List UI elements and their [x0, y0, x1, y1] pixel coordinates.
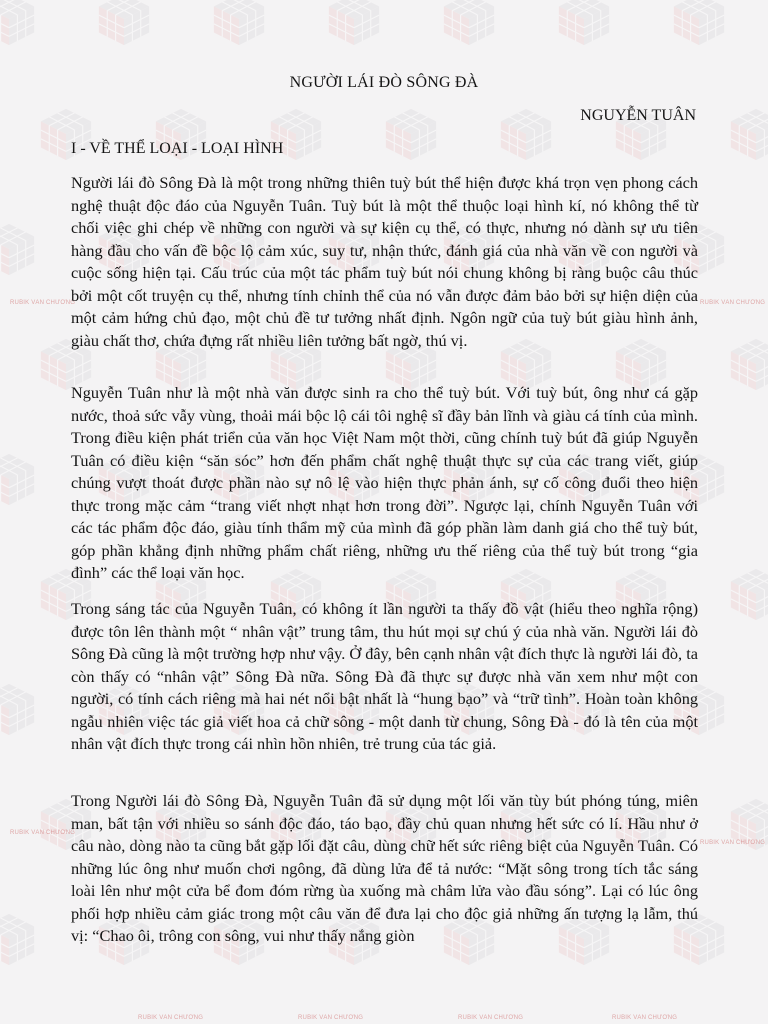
watermark-caption: RUBIK VĂN CHƯƠNG [700, 300, 766, 306]
watermark-caption: RUBIK VĂN CHƯƠNG [458, 1015, 524, 1021]
paragraph-4: Trong Người lái đò Sông Đà, Nguyễn Tuân đã sử dụng một lối văn tùy bút phóng túng, miên man, bất tận với nhiều so sánh độc đáo, táo bạo, đầy chủ quan nhưng hết sức có lí. Hầu như ở câu nào, dòng nào ta cũng bắt gặp lối đặt câu, dùng chữ hết sức riêng biệt của Nguyễn Tuân. Có những lúc ông như muốn chơi ngông, đã dùng lửa để tả nước: “Mặt sông trong tích tắc sáng loài lên như một cửa bể đom đóm rừng ùa xuống mà châm lửa vào đầu sóng”. Lại có lúc ông phối hợp nhiều cảm giác trong một câu văn để đưa lại cho độc giả những ấn tượng lạ lẫm, thú vị: “Chao ôi, trông con sông, vui như thấy nắng giòn [71, 791, 698, 945]
watermark-caption: RUBIK VĂN CHƯƠNG [612, 1015, 678, 1021]
paragraph-1: Người lái đò Sông Đà là một trong những thiên tuỳ bút thể hiện được khá trọn vẹn phong cách nghệ thuật độc đáo của Nguyễn Tuân. Tuỳ bút là một thể thuộc loại hình kí, nó không thể từ chối việc ghi chép về những con người và sự kiện cụ thể, có thực, nhưng nó dành sự ưu tiên hàng đầu cho vấn đề bộc lộ cảm xúc, suy tư, nhận thức, đánh giá của nhà văn về con người và cuộc sống hiện tại. Cấu trúc của một tác phẩm tuỳ bút nói chung không bị ràng buộc câu thúc bởi một cốt truyện cụ thể, nhưng tính chỉnh thể của nó vẫn được đảm bảo bởi sự hiện diện của một cảm hứng chủ đạo, một chủ đề tư tưởng nhất định. Ngôn ngữ của tuỳ bút giàu hình ảnh, giàu chất thơ, chứa đựng rất nhiều liên tưởng bất ngờ, thú vị. [71, 173, 698, 350]
watermark-caption: RUBIK VĂN CHƯƠNG [700, 840, 766, 846]
document-title: NGƯỜI LÁI ĐÒ SÔNG ĐÀ [289, 74, 479, 91]
watermark-caption: RUBIK VĂN CHƯƠNG [10, 300, 76, 306]
watermark-caption: RUBIK VĂN CHƯƠNG [138, 1015, 204, 1021]
paragraph-3: Trong sáng tác của Nguyễn Tuân, có không ít lần người ta thấy đồ vật (hiểu theo nghĩa rộng) được tôn lên thành một “ nhân vật” trung tâm, thu hút mọi sự chú ý của nhà văn. Người lái đò Sông Đà cũng là một trường hợp như vậy. Ở đây, bên cạnh nhân vật đích thực là người lái đò, ta còn thấy có “nhân vật” Sông Đà nữa. Sông Đà đã thực sự được nhà văn xem như một con người, có tính cách riêng mà hai nét nổi bật nhất là “hung bạo” và “trữ tình”. Hoàn toàn không ngẫu nhiên việc tác giả viết hoa cả chữ sông - một danh từ chung, Sông Đà - đó là tên của một nhân vật đích thực trong cái nhìn hồn nhiên, trẻ trung của tác giả. [71, 599, 698, 753]
author-name: NGUYỄN TUÂN [580, 107, 696, 124]
watermark-caption: RUBIK VĂN CHƯƠNG [10, 830, 76, 836]
section-heading: I - VỀ THỂ LOẠI - LOẠI HÌNH [71, 140, 284, 157]
watermark-caption: RUBIK VĂN CHƯƠNG [298, 1015, 364, 1021]
paragraph-2: Nguyễn Tuân như là một nhà văn được sinh ra cho thể tuỳ bút. Với tuỳ bút, ông như cá gặp nước, thoả sức vẫy vùng, thoải mái bộc lộ cái tôi nghệ sĩ đầy bản lĩnh và giàu cá tính của mình. Trong điều kiện phát triển của văn học Việt Nam một thời, cũng chính tuỳ bút đã giúp Nguyễn Tuân có điều kiện “săn sóc” hơn đến phẩm chất nghệ thuật thực sự của các trang viết, giúp chúng vượt thoát được phần nào sự nô lệ vào hiện thực phản ánh, sự cố công đuổi theo hiện thực trong mặc cảm “trang viết nhợt nhạt hơn trong đời”. Ngược lại, chính Nguyễn Tuân với các tác phẩm độc đáo, giàu tính thẩm mỹ của mình đã góp phần làm danh giá cho thể tuỳ bút, góp phần khẳng định những phẩm chất riêng, những ưu thế riêng của thể tuỳ bút trong “gia đình” các thể loại văn học. [71, 383, 698, 582]
